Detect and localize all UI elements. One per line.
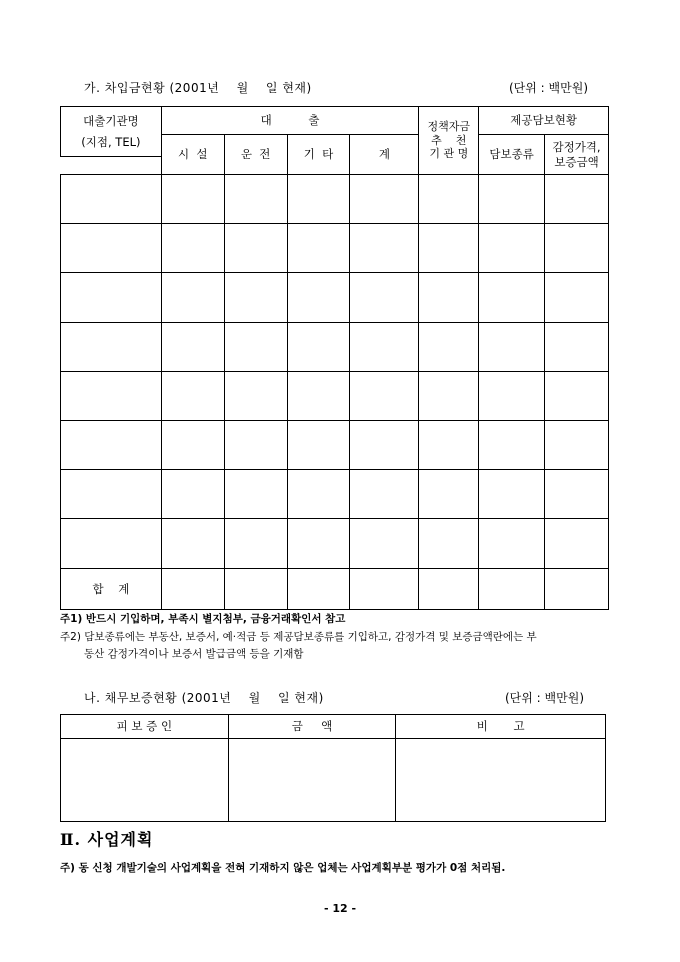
section-b-unit: (단위 : 백만원) — [505, 691, 584, 705]
cell[interactable] — [350, 224, 419, 273]
cell[interactable] — [228, 739, 396, 822]
cell[interactable] — [161, 273, 224, 323]
cell[interactable] — [287, 273, 350, 323]
header-facility: 시 설 — [161, 135, 224, 175]
cell[interactable] — [350, 273, 419, 323]
header-policy-fund-l2: 추 천 — [431, 133, 467, 147]
cell[interactable] — [224, 519, 287, 569]
page-number: - 12 - — [323, 902, 357, 915]
cell[interactable] — [161, 224, 224, 273]
cell[interactable] — [61, 175, 162, 224]
cell[interactable] — [419, 569, 479, 610]
header-collateral: 제공담보현황 — [479, 107, 609, 135]
table-row — [61, 519, 609, 569]
cell[interactable] — [419, 372, 479, 421]
cell[interactable] — [224, 273, 287, 323]
cell[interactable] — [545, 372, 609, 421]
sum-label: 합 계 — [61, 569, 162, 610]
table-row — [61, 175, 609, 224]
cell[interactable] — [479, 175, 545, 224]
header-appraisal-l1: 감정가격, — [552, 140, 601, 155]
cell[interactable] — [224, 470, 287, 519]
cell[interactable] — [161, 569, 224, 610]
cell[interactable] — [479, 569, 545, 610]
cell[interactable] — [479, 421, 545, 470]
cell[interactable] — [61, 519, 162, 569]
cell[interactable] — [545, 421, 609, 470]
table-row — [61, 470, 609, 519]
cell[interactable] — [287, 519, 350, 569]
note-1: 주1) 반드시 기입하며, 부족시 별지첨부, 금융거래확인서 참고 — [60, 613, 346, 625]
guarantee-table — [60, 714, 606, 822]
cell[interactable] — [419, 175, 479, 224]
cell[interactable] — [350, 175, 419, 224]
header-other: 기 타 — [287, 135, 350, 175]
table-row — [61, 323, 609, 372]
cell[interactable] — [419, 470, 479, 519]
header-policy-fund — [419, 107, 479, 175]
sum-row — [61, 569, 609, 610]
table-row — [61, 739, 606, 822]
table-row — [61, 421, 609, 470]
cell[interactable] — [545, 175, 609, 224]
header-operating: 운 전 — [224, 135, 287, 175]
cell[interactable] — [545, 519, 609, 569]
cell[interactable] — [479, 273, 545, 323]
header-lender — [61, 107, 162, 157]
cell[interactable] — [161, 372, 224, 421]
cell[interactable] — [396, 739, 606, 822]
header-remark: 비 고 — [396, 715, 606, 739]
cell[interactable] — [419, 273, 479, 323]
table-row — [61, 372, 609, 421]
header-appraisal — [545, 135, 609, 175]
cell[interactable] — [545, 273, 609, 323]
header-total: 계 — [350, 135, 419, 175]
cell[interactable] — [287, 569, 350, 610]
table-row — [61, 273, 609, 323]
header-lender-label: 대출기관명 — [83, 114, 139, 129]
cell[interactable] — [287, 175, 350, 224]
cell[interactable] — [161, 470, 224, 519]
cell[interactable] — [287, 224, 350, 273]
header-lender-sub: (지점, TEL) — [81, 134, 141, 149]
cell[interactable] — [224, 569, 287, 610]
cell[interactable] — [287, 421, 350, 470]
cell[interactable] — [287, 372, 350, 421]
cell[interactable] — [161, 175, 224, 224]
cell[interactable] — [287, 323, 350, 372]
cell[interactable] — [61, 470, 162, 519]
cell[interactable] — [350, 323, 419, 372]
cell[interactable] — [61, 739, 229, 822]
cell[interactable] — [224, 224, 287, 273]
cell[interactable] — [479, 224, 545, 273]
cell[interactable] — [419, 421, 479, 470]
header-policy-fund-l1: 정책자금 — [427, 119, 471, 133]
cell[interactable] — [161, 421, 224, 470]
cell[interactable] — [479, 323, 545, 372]
cell[interactable] — [224, 323, 287, 372]
cell[interactable] — [419, 323, 479, 372]
header-policy-fund-l3: 기 관 명 — [429, 147, 469, 161]
cell[interactable] — [419, 224, 479, 273]
cell[interactable] — [479, 470, 545, 519]
loan-table — [60, 106, 609, 610]
header-collateral-type: 담보종류 — [479, 135, 545, 175]
note-2-line2: 동산 감정가격이나 보증서 발급금액 등을 기재함 — [84, 648, 304, 660]
cell[interactable] — [350, 470, 419, 519]
section-a-unit: (단위 : 백만원) — [509, 81, 588, 95]
section-2-heading: Ⅱ. 사업계획 — [60, 830, 154, 849]
cell[interactable] — [350, 519, 419, 569]
cell[interactable] — [545, 470, 609, 519]
cell[interactable] — [224, 421, 287, 470]
cell[interactable] — [61, 372, 162, 421]
cell[interactable] — [545, 224, 609, 273]
cell[interactable] — [479, 372, 545, 421]
cell[interactable] — [287, 470, 350, 519]
cell[interactable] — [61, 421, 162, 470]
cell[interactable] — [161, 519, 224, 569]
header-guaranteed-party: 피 보 증 인 — [61, 715, 229, 739]
cell[interactable] — [61, 273, 162, 323]
section-2-note: 주) 동 신청 개발기술의 사업계획을 전혀 기재하지 않은 업체는 사업계획부분 평가가 0점 처리됨. — [60, 862, 506, 874]
cell[interactable] — [61, 224, 162, 273]
header-appraisal-l2: 보증금액 — [554, 154, 599, 169]
cell[interactable] — [224, 175, 287, 224]
note-2-line1: 주2) 담보종류에는 부동산, 보증서, 예·적금 등 제공담보종류를 기입하고, 감정가격 및 보증금액란에는 부 — [60, 631, 537, 643]
cell[interactable] — [545, 323, 609, 372]
cell[interactable] — [545, 569, 609, 610]
header-amount: 금 액 — [228, 715, 396, 739]
cell[interactable] — [350, 421, 419, 470]
cell[interactable] — [161, 323, 224, 372]
section-b-title: 나. 채무보증현황 (2001년 월 일 현재) — [84, 691, 324, 705]
section-a-title: 가. 차입금현황 (2001년 월 일 현재) — [84, 81, 312, 95]
cell[interactable] — [419, 519, 479, 569]
header-loan: 대 출 — [161, 107, 419, 135]
cell[interactable] — [350, 569, 419, 610]
table-row — [61, 224, 609, 273]
cell[interactable] — [224, 372, 287, 421]
cell[interactable] — [350, 372, 419, 421]
cell[interactable] — [479, 519, 545, 569]
cell[interactable] — [61, 323, 162, 372]
